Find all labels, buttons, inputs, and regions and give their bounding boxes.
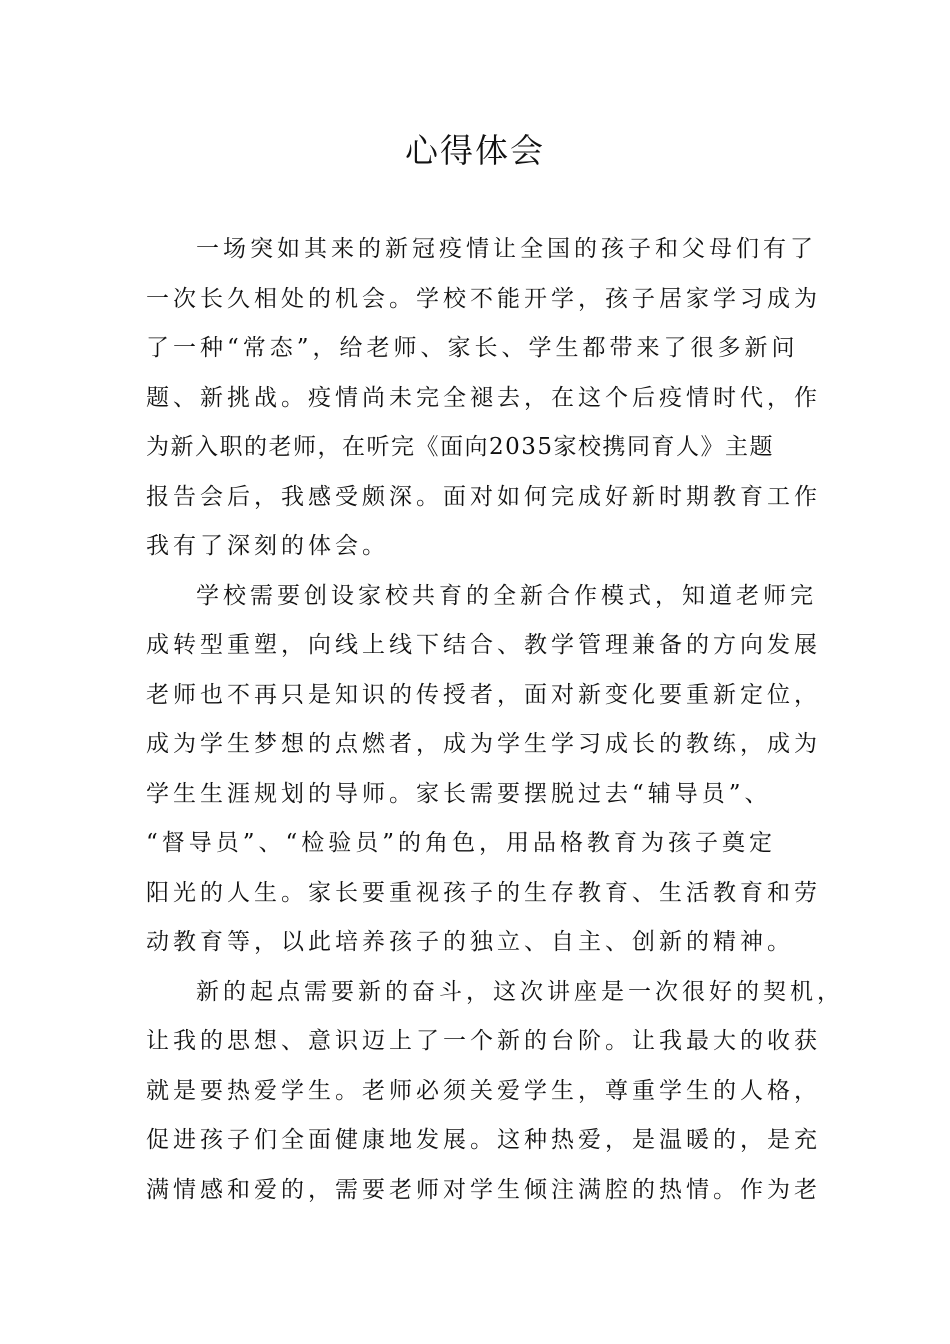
text-line: 动教育等，以此培养孩子的独立、自主、创新的精神。 <box>146 929 794 955</box>
text-line: 成为学生梦想的点燃者，成为学生学习成长的教练，成为 <box>146 731 821 757</box>
text-line: 为新入职的老师，在听完《面向2035家校携同育人》主题 <box>146 434 775 460</box>
text-line: 报告会后，我感受颇深。面对如何完成好新时期教育工作 <box>146 483 821 510</box>
text-line: 题、新挑战。疫情尚未完全褪去，在这个后疫情时代，作 <box>146 384 821 411</box>
text-line: 促进孩子们全面健康地发展。这种热爱，是温暖的，是充 <box>146 1127 821 1153</box>
text-line: 了一种“常态”，给老师、家长、学生都带来了很多新问 <box>146 335 799 361</box>
text-line: “督导员”、“检验员”的角色，用品格教育为孩子奠定 <box>146 830 777 856</box>
document-body <box>146 225 844 1215</box>
paragraph-2 <box>146 572 821 968</box>
paragraph-3 <box>146 968 844 1216</box>
text-line: 一次长久相处的机会。学校不能开学，孩子居家学习成为 <box>146 285 821 312</box>
text-line: 一场突如其来的新冠疫情让全国的孩子和父母们有了 <box>196 236 817 262</box>
text-line: 就是要热爱学生。老师必须关爱学生，尊重学生的人格， <box>146 1077 821 1104</box>
text-line: 学校需要创设家校共育的全新合作模式，知道老师完 <box>196 582 817 609</box>
text-line: 阳光的人生。家长要重视孩子的生存教育、生活教育和劳 <box>146 879 821 906</box>
text-line: 满情感和爱的，需要老师对学生倾注满腔的热情。作为老 <box>146 1176 821 1203</box>
text-line: 让我的思想、意识迈上了一个新的台阶。让我最大的收获 <box>146 1028 821 1054</box>
text-line: 新的起点需要新的奋斗，这次讲座是一次很好的契机， <box>196 978 844 1005</box>
text-line: 学生生涯规划的导师。家长需要摆脱过去“辅导员”、 <box>146 780 772 807</box>
text-line: 我有了深刻的体会。 <box>146 533 389 559</box>
text-line: 老师也不再只是知识的传授者，面对新变化要重新定位， <box>146 681 821 708</box>
document-title: 心得体会 <box>405 131 545 170</box>
text-line: 成转型重塑，向线上线下结合、教学管理兼备的方向发展 <box>146 632 821 658</box>
paragraph-1 <box>146 225 821 572</box>
